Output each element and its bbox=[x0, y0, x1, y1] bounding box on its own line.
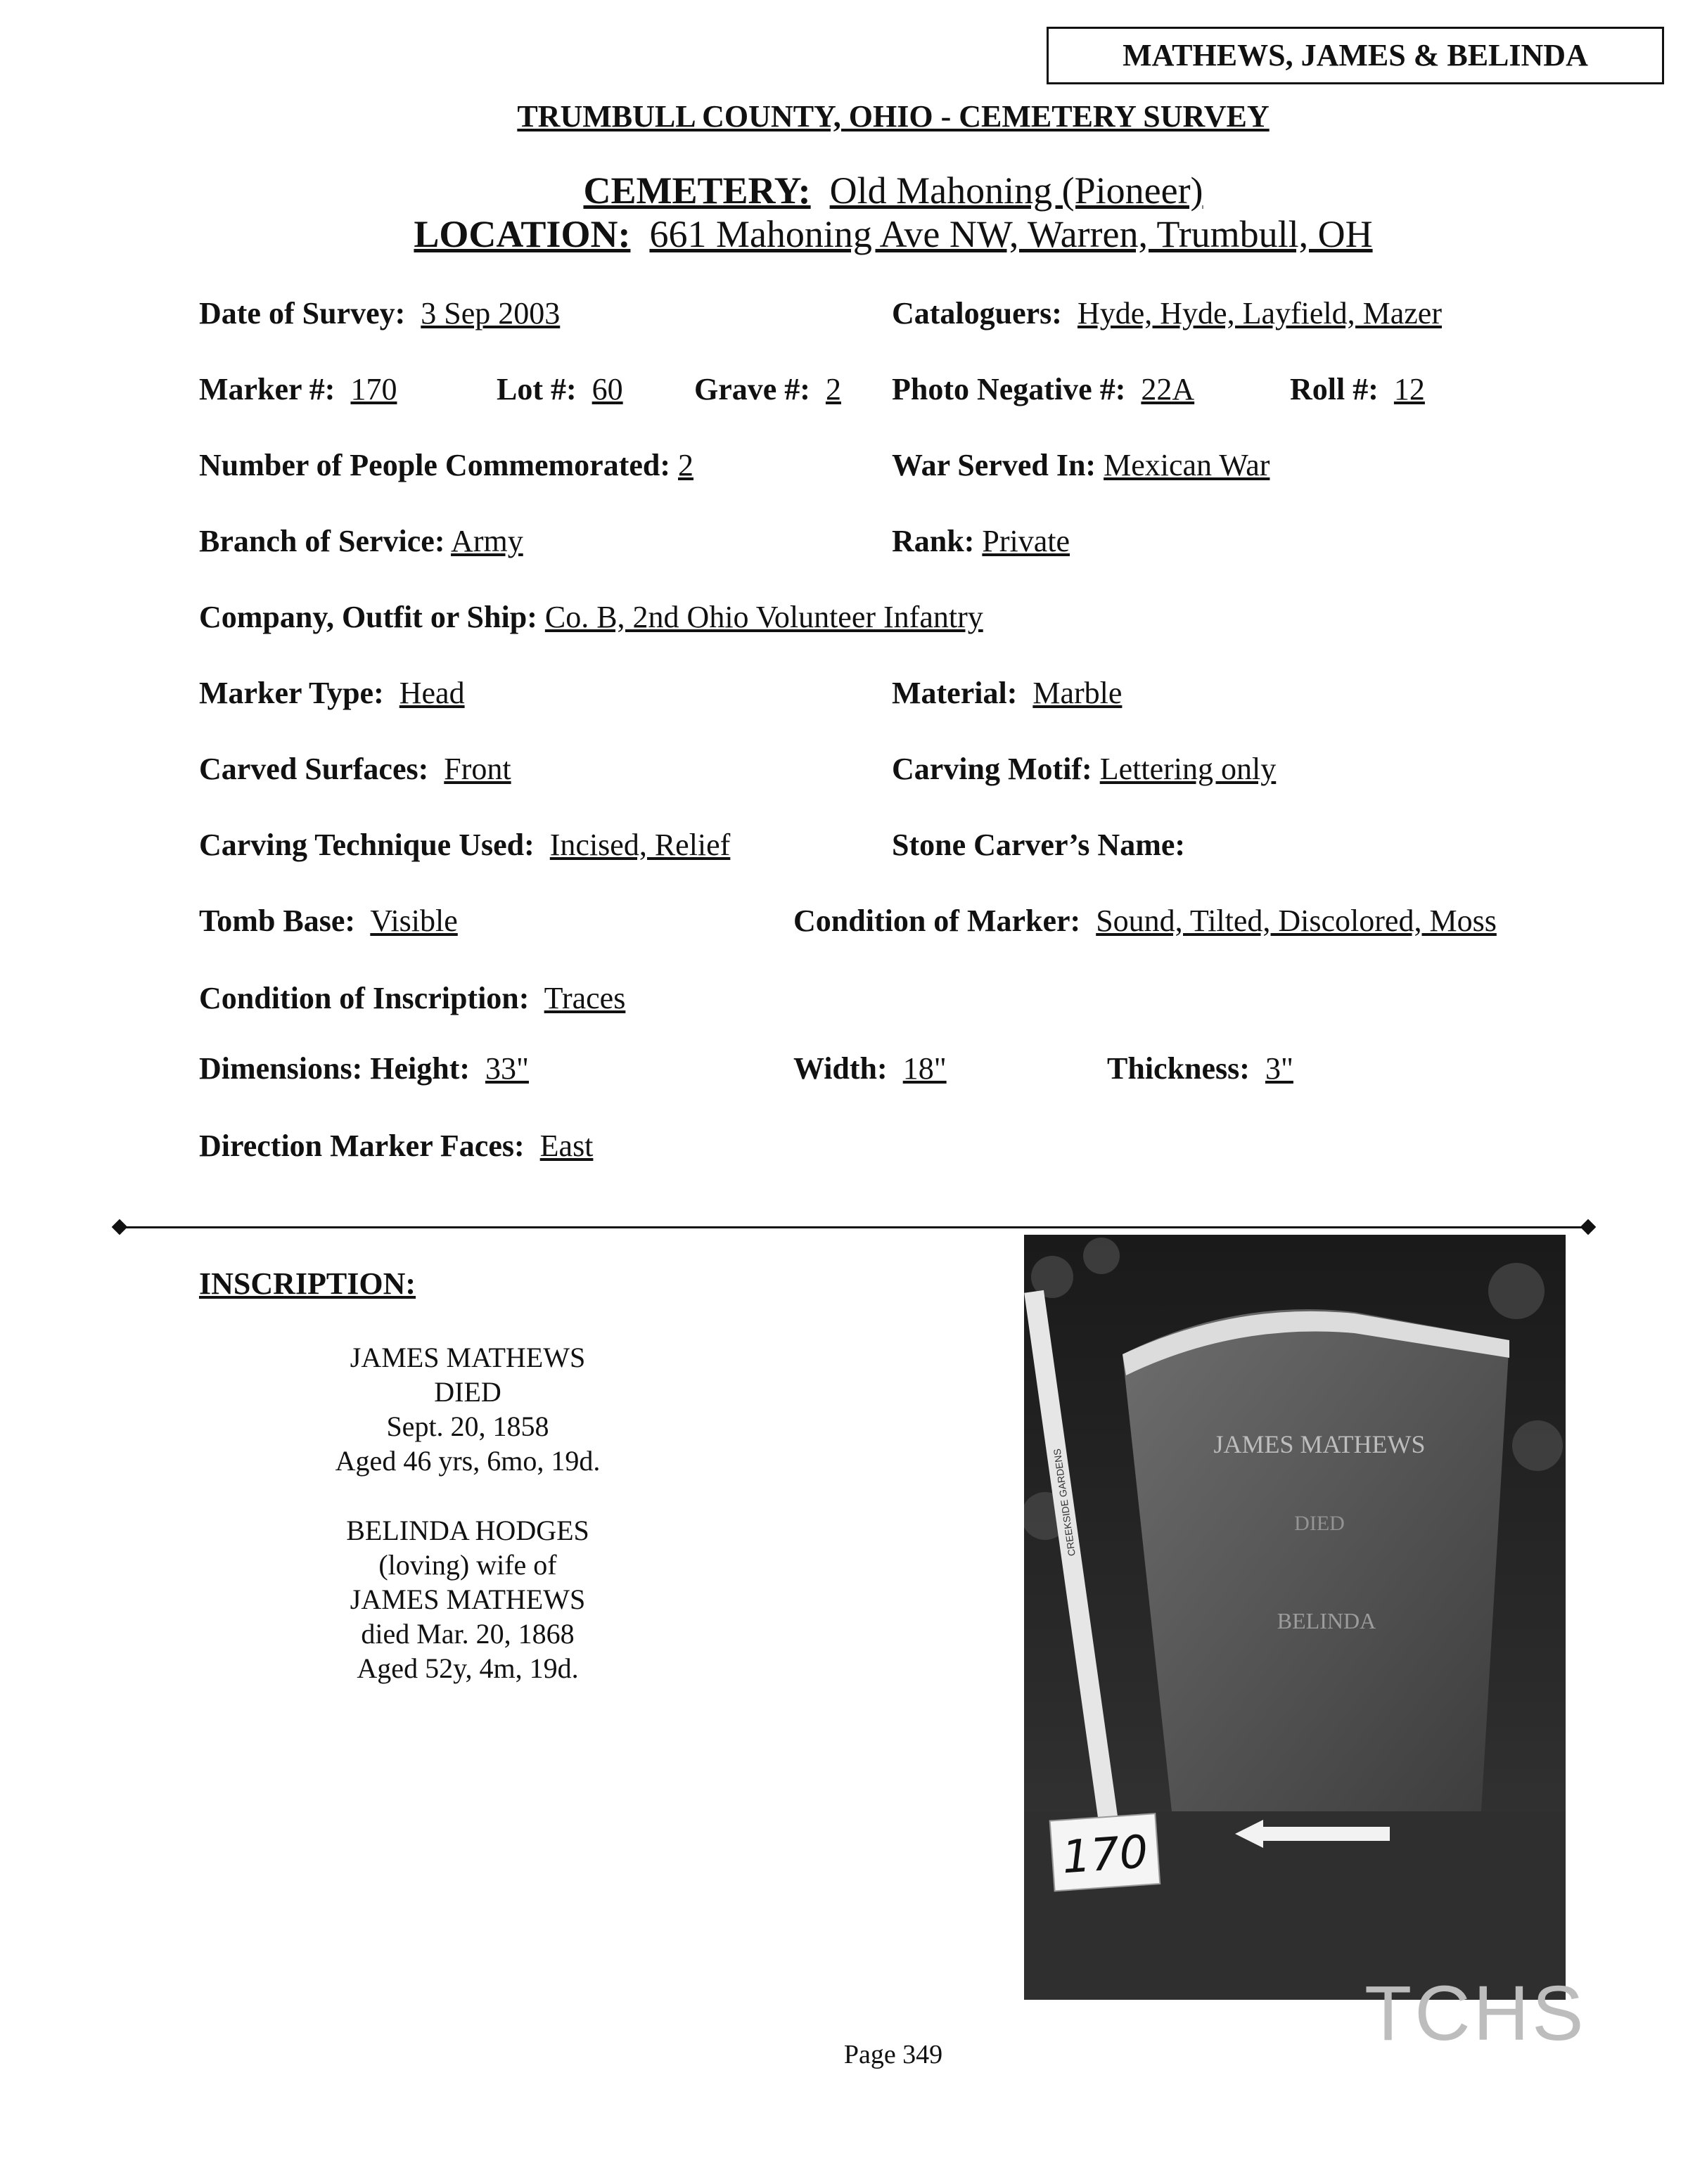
inscription-line: died Mar. 20, 1868 bbox=[361, 1618, 575, 1650]
material-label: Material: bbox=[892, 676, 1018, 710]
marker-card-number: 170 bbox=[1060, 1826, 1150, 1884]
company-label: Company, Outfit or Ship: bbox=[199, 600, 537, 634]
inscription-block-james bbox=[257, 1340, 679, 1478]
cemetery-line bbox=[0, 169, 1688, 212]
people-commemorated-value: 2 bbox=[678, 448, 694, 482]
gravestone-photo bbox=[1024, 1235, 1566, 2000]
cataloguers-label: Cataloguers: bbox=[892, 296, 1062, 330]
direction-marker-faces bbox=[199, 1128, 593, 1164]
date-of-survey-label: Date of Survey: bbox=[199, 296, 406, 330]
marker-type-value: Head bbox=[399, 676, 465, 710]
cataloguers bbox=[892, 295, 1442, 331]
grave-number-label: Grave #: bbox=[694, 372, 810, 406]
condition-inscription-label: Condition of Inscription: bbox=[199, 981, 530, 1015]
roll-number bbox=[1290, 371, 1425, 407]
condition-inscription-value: Traces bbox=[544, 981, 626, 1015]
divider-diamond-right bbox=[1580, 1219, 1597, 1235]
cemetery-value: Old Mahoning (Pioneer) bbox=[829, 169, 1203, 212]
war-served-value: Mexican War bbox=[1104, 448, 1270, 482]
carved-surfaces-label: Carved Surfaces: bbox=[199, 752, 429, 786]
carving-technique-label: Carving Technique Used: bbox=[199, 828, 535, 862]
inscription-line: Aged 52y, 4m, 19d. bbox=[357, 1652, 579, 1684]
dimension-thickness-value: 3" bbox=[1265, 1051, 1293, 1086]
inscription-line: Sept. 20, 1858 bbox=[386, 1411, 549, 1442]
grave-number-value: 2 bbox=[825, 372, 841, 406]
photo-negative-value: 22A bbox=[1141, 372, 1195, 406]
dimension-width-value: 18" bbox=[902, 1051, 947, 1086]
inscription-line: BELINDA HODGES bbox=[346, 1515, 589, 1546]
company-outfit bbox=[199, 599, 983, 635]
material bbox=[892, 675, 1122, 711]
marker-card bbox=[1050, 1813, 1160, 1891]
stone-carver bbox=[892, 827, 1185, 863]
direction-label: Direction Marker Faces: bbox=[199, 1129, 525, 1163]
carved-surfaces bbox=[199, 751, 511, 787]
branch-label: Branch of Service: bbox=[199, 524, 445, 558]
headstone bbox=[1123, 1309, 1509, 1811]
surname-box: MATHEWS, JAMES & BELINDA bbox=[1047, 27, 1664, 84]
cataloguers-value: Hyde, Hyde, Layfield, Mazer bbox=[1077, 296, 1442, 330]
carving-motif-value: Lettering only bbox=[1099, 752, 1277, 786]
section-divider bbox=[120, 1226, 1588, 1228]
cemetery-label: CEMETERY: bbox=[583, 169, 811, 212]
branch-of-service bbox=[199, 523, 523, 559]
dimension-width-label: Width: bbox=[793, 1051, 888, 1086]
photo-negative-label: Photo Negative #: bbox=[892, 372, 1126, 406]
war-served-label: War Served In: bbox=[892, 448, 1096, 482]
ruler-text: CREEKSIDE GARDENS bbox=[1051, 1448, 1078, 1557]
location-label: LOCATION: bbox=[414, 213, 631, 255]
people-commemorated bbox=[199, 447, 693, 483]
inscription-line: (loving) wife of bbox=[378, 1549, 557, 1581]
dimension-height-label: Dimensions: Height: bbox=[199, 1051, 470, 1086]
page-number: Page 349 bbox=[843, 2040, 943, 2069]
date-of-survey bbox=[199, 295, 560, 331]
dimension-thickness bbox=[1107, 1051, 1293, 1086]
lot-number bbox=[497, 371, 623, 407]
inscription-heading: INSCRIPTION: bbox=[199, 1266, 416, 1301]
marker-number bbox=[199, 371, 397, 407]
inscription-line: JAMES MATHEWS bbox=[350, 1342, 586, 1373]
condition-marker-label: Condition of Marker: bbox=[793, 904, 1081, 938]
carving-technique-value: Incised, Relief bbox=[549, 828, 731, 862]
company-value: Co. B, 2nd Ohio Volunteer Infantry bbox=[544, 600, 983, 634]
branch-value: Army bbox=[451, 524, 523, 558]
roll-number-value: 12 bbox=[1393, 372, 1425, 406]
marker-type-label: Marker Type: bbox=[199, 676, 384, 710]
marker-type bbox=[199, 675, 465, 711]
material-value: Marble bbox=[1032, 676, 1123, 710]
people-commemorated-label: Number of People Commemorated: bbox=[199, 448, 671, 482]
condition-of-marker bbox=[793, 903, 1497, 939]
rank-label: Rank: bbox=[892, 524, 975, 558]
rank bbox=[892, 523, 1070, 559]
stone-text-belinda: BELINDA bbox=[1277, 1608, 1376, 1633]
tomb-base bbox=[199, 903, 458, 939]
marker-number-label: Marker #: bbox=[199, 372, 335, 406]
stone-text-name: JAMES MATHEWS bbox=[1213, 1430, 1426, 1458]
war-served bbox=[892, 447, 1270, 483]
tchs-watermark: TCHS bbox=[1364, 1970, 1587, 2057]
tomb-base-value: Visible bbox=[370, 904, 458, 938]
stone-text-died: DIED bbox=[1294, 1512, 1345, 1535]
inscription-line: Aged 46 yrs, 6mo, 19d. bbox=[335, 1445, 601, 1477]
carving-motif bbox=[892, 751, 1276, 787]
rank-value: Private bbox=[982, 524, 1070, 558]
inscription-block-belinda bbox=[257, 1513, 679, 1685]
lot-number-label: Lot #: bbox=[497, 372, 577, 406]
direction-value: East bbox=[539, 1129, 594, 1163]
carved-surfaces-value: Front bbox=[444, 752, 511, 786]
location-line bbox=[0, 212, 1688, 256]
condition-of-inscription bbox=[199, 980, 625, 1016]
inscription-line: DIED bbox=[434, 1376, 501, 1408]
inscription-line: JAMES MATHEWS bbox=[350, 1584, 586, 1615]
marker-number-value: 170 bbox=[350, 372, 397, 406]
location-value: 661 Mahoning Ave NW, Warren, Trumbull, OH bbox=[649, 213, 1373, 255]
stone-carver-label: Stone Carver’s Name: bbox=[892, 828, 1186, 862]
photo-negative bbox=[892, 371, 1194, 407]
roll-number-label: Roll #: bbox=[1290, 372, 1379, 406]
dimension-height bbox=[199, 1051, 529, 1086]
condition-marker-value: Sound, Tilted, Discolored, Moss bbox=[1096, 904, 1497, 938]
dimension-thickness-label: Thickness: bbox=[1107, 1051, 1250, 1086]
dimension-height-value: 33" bbox=[485, 1051, 529, 1086]
lot-number-value: 60 bbox=[592, 372, 623, 406]
tomb-base-label: Tomb Base: bbox=[199, 904, 356, 938]
carving-motif-label: Carving Motif: bbox=[892, 752, 1092, 786]
date-of-survey-value: 3 Sep 2003 bbox=[421, 296, 561, 330]
survey-title: TRUMBULL COUNTY, OHIO - CEMETERY SURVEY bbox=[517, 99, 1270, 134]
divider-diamond-left bbox=[112, 1219, 128, 1235]
dimension-width bbox=[793, 1051, 947, 1086]
grave-number bbox=[694, 371, 841, 407]
carving-technique bbox=[199, 827, 730, 863]
